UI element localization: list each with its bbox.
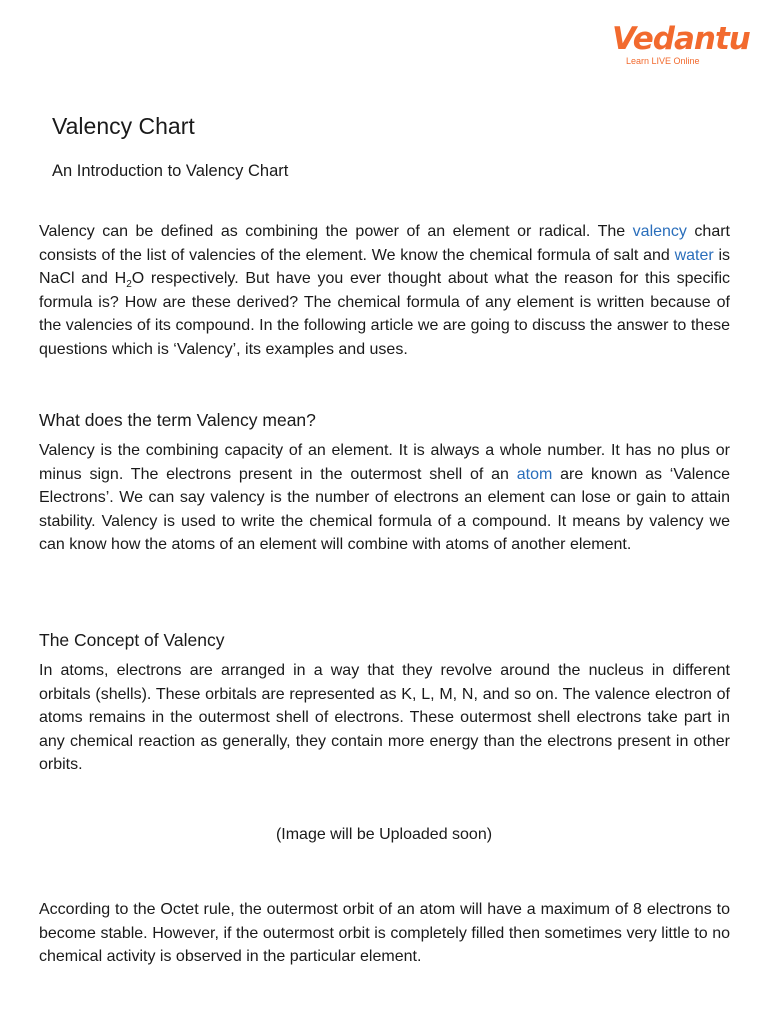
octet-paragraph: According to the Octet rule, the outermost orbit of an atom will have a maximum of 8 electrons to become stable. However, if the outermost orbit is completely filled then sometimes very little to no chemical activity is observed in the particular element. xyxy=(39,901,730,965)
valency-meaning-paragraph: Valency is the combining capacity of an element. It is always a whole number. It has no plus or minus sign. The electrons present in the outermost shell of an atom are known as ‘Valence Electrons’. We can say valency is the number of electrons an element can lose or gain to attain stability. Valency is used to write the chemical formula of a compound. It means by valency we can know how the atoms of an element will combine with atoms of another element. xyxy=(39,442,730,553)
section-heading-concept: The Concept of Valency xyxy=(39,630,225,650)
logo-wordmark: Vedantu xyxy=(612,21,750,57)
page-title: Valency Chart xyxy=(52,113,195,139)
image-placeholder-note: (Image will be Uploaded soon) xyxy=(275,826,493,843)
section-heading-valency-meaning: What does the term Valency mean? xyxy=(39,410,316,430)
vedantu-logo xyxy=(612,21,750,66)
page-subtitle: An Introduction to Valency Chart xyxy=(52,162,289,180)
logo-tagline: Learn LIVE Online xyxy=(626,56,700,66)
water-link[interactable]: water xyxy=(674,246,714,264)
atom-link[interactable]: atom xyxy=(516,465,553,483)
intro-paragraph: Valency can be defined as combining the power of an element or radical. The valency chart consists of the list of valencies of the element. We know the chemical formula of salt and water is NaCl and $H_2O$ respectively. But have you ever thought about what the reason for this specific formula is? How are these derived? The chemical formula of any element is written because of the valencies of its compound. In the following article we are going to discuss the answer to these questions which is ‘Valency’, its examples and uses. xyxy=(39,223,731,358)
concept-paragraph: In atoms, electrons are arranged in a way that they revolve around the nucleus in different orbitals (shells). These orbitals are represented as K, L, M, N, and so on. The valence electron of atoms remains in the outermost shell of electrons. These outermost shell electrons take part in any chemical reaction as generally, they contain more energy than the electrons present in other orbits. xyxy=(39,662,730,773)
valency-link[interactable]: valency xyxy=(632,223,687,240)
